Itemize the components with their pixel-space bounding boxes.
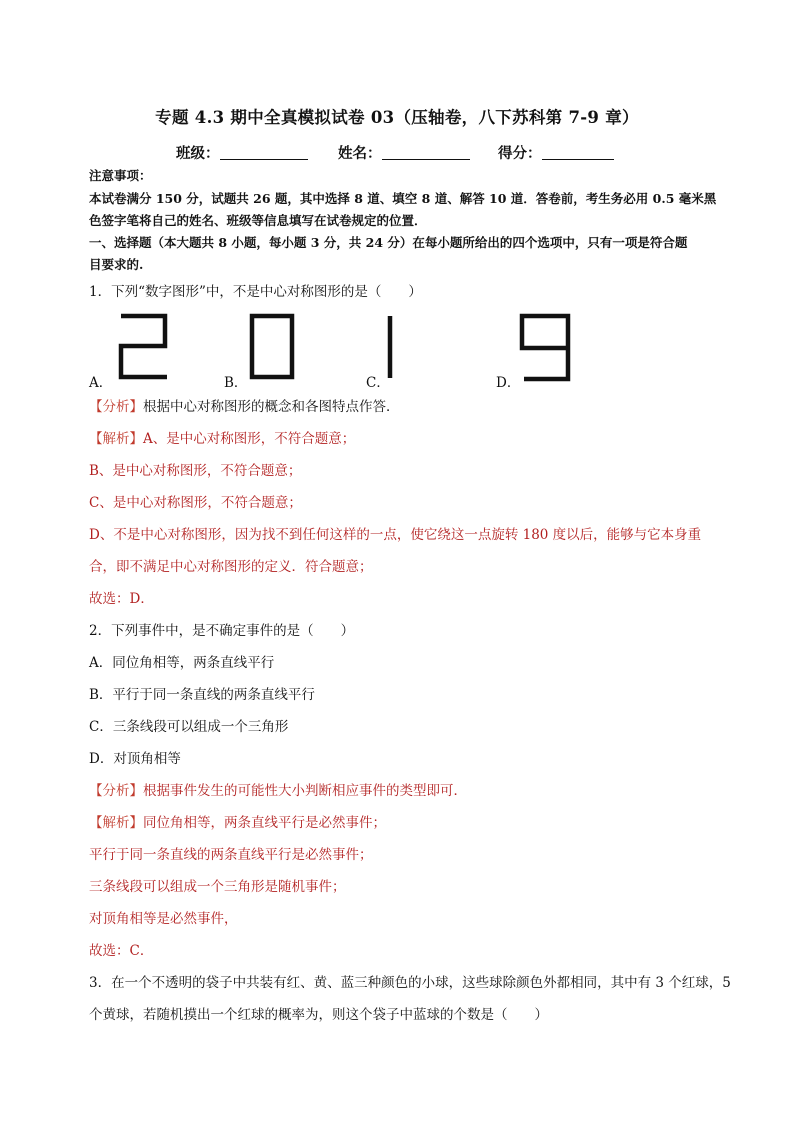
q2-answer: 故选：C． bbox=[89, 943, 154, 959]
q2-solution-1 bbox=[89, 813, 386, 833]
score-field[interactable] bbox=[498, 142, 614, 163]
name-blank[interactable] bbox=[382, 145, 470, 160]
notice-heading: 注意事项： bbox=[89, 168, 152, 183]
q2-solution-1-text: 同位角相等，两条直线平行是必然事件； bbox=[143, 815, 386, 831]
q2-analysis-tag: 【分析】 bbox=[89, 783, 143, 799]
q3-stem-line-1: 3．在一个不透明的袋子中共装有红、黄、蓝三种颜色的小球，这些球除颜色外都相同，其中有 3 个红球，5 bbox=[89, 975, 731, 991]
q2-solution-3: 三条线段可以组成一个三角形是随机事件； bbox=[89, 879, 346, 895]
q1-option-c-label: C． bbox=[366, 375, 390, 391]
q1-solution-a bbox=[89, 429, 355, 449]
notice-line-1: 本试卷满分 150 分，试题共 26 题，其中选择 8 道、填空 8 道、解答 10 道．答卷前，考生务必用 0.5 毫米黑 bbox=[89, 191, 717, 206]
q1-analysis-tag: 【分析】 bbox=[89, 399, 143, 415]
q1-stem: 1．下列“数字图形”中，不是中心对称图形的是（ ） bbox=[89, 284, 422, 300]
q2-option-c: C．三条线段可以组成一个三角形 bbox=[89, 719, 289, 735]
section-1-line-2: 目要求的. bbox=[89, 257, 144, 272]
q2-stem: 2．下列事件中，是不确定事件的是（ ） bbox=[89, 623, 355, 639]
q1-solution-d-line-2: 合，即不满足中心对称图形的定义．符合题意； bbox=[89, 559, 373, 575]
name-field[interactable] bbox=[338, 142, 470, 163]
q2-analysis-text: 根据事件发生的可能性大小判断相应事件的类型即可． bbox=[143, 783, 467, 799]
q1-analysis-text: 根据中心对称图形的概念和各图特点作答． bbox=[143, 399, 400, 415]
q2-solution-tag: 【解析】 bbox=[89, 815, 143, 831]
q1-option-d-label: D． bbox=[496, 375, 521, 391]
name-label: 姓名： bbox=[338, 145, 382, 162]
q2-solution-4: 对顶角相等是必然事件， bbox=[89, 911, 238, 927]
digit-2-figure bbox=[115, 312, 171, 382]
page-title: 专题 4.3 期中全真模拟试卷 03（压轴卷，八下苏科第 7-9 章） bbox=[155, 108, 639, 127]
notice-line-2: 色签字笔将自己的姓名、班级等信息填写在试卷规定的位置． bbox=[89, 213, 427, 228]
q1-answer: 故选：D． bbox=[89, 591, 154, 607]
q1-solution-d-line-1: D、不是中心对称图形，因为找不到任何这样的一点，使它绕这一点旋转 180 度以后，能够与它本身重 bbox=[89, 527, 702, 543]
digit-0-figure bbox=[248, 312, 298, 382]
q2-solution-2: 平行于同一条直线的两条直线平行是必然事件； bbox=[89, 847, 373, 863]
q1-solution-a-text: A、是中心对称图形，不符合题意； bbox=[143, 431, 356, 447]
q1-option-a-label: A． bbox=[89, 375, 113, 391]
q2-option-b: B．平行于同一条直线的两条直线平行 bbox=[89, 687, 315, 703]
score-blank[interactable] bbox=[542, 145, 614, 160]
class-label: 班级： bbox=[176, 145, 220, 162]
score-label: 得分： bbox=[498, 145, 542, 162]
q1-solution-b: B、是中心对称图形，不符合题意； bbox=[89, 463, 302, 479]
q1-solution-c: C、是中心对称图形，不符合题意； bbox=[89, 495, 302, 511]
q2-option-d: D．对顶角相等 bbox=[89, 751, 181, 767]
q2-analysis bbox=[89, 781, 467, 801]
q1-solution-tag: 【解析】 bbox=[89, 431, 143, 447]
q2-option-a: A．同位角相等，两条直线平行 bbox=[89, 655, 275, 671]
class-blank[interactable] bbox=[220, 145, 308, 160]
class-field[interactable] bbox=[176, 142, 308, 163]
q1-analysis bbox=[89, 397, 400, 417]
q3-stem-line-2: 个黄球，若随机摸出一个红球的概率为，则这个袋子中蓝球的个数是（ ） bbox=[89, 1007, 548, 1023]
q1-option-b-label: B． bbox=[224, 375, 248, 391]
digit-1-figure bbox=[383, 312, 397, 382]
section-1-line-1: 一、选择题（本大题共 8 小题，每小题 3 分，共 24 分）在每小题所给出的四个选项中，只有一项是符合题 bbox=[89, 235, 688, 250]
digit-9-figure bbox=[516, 312, 576, 384]
